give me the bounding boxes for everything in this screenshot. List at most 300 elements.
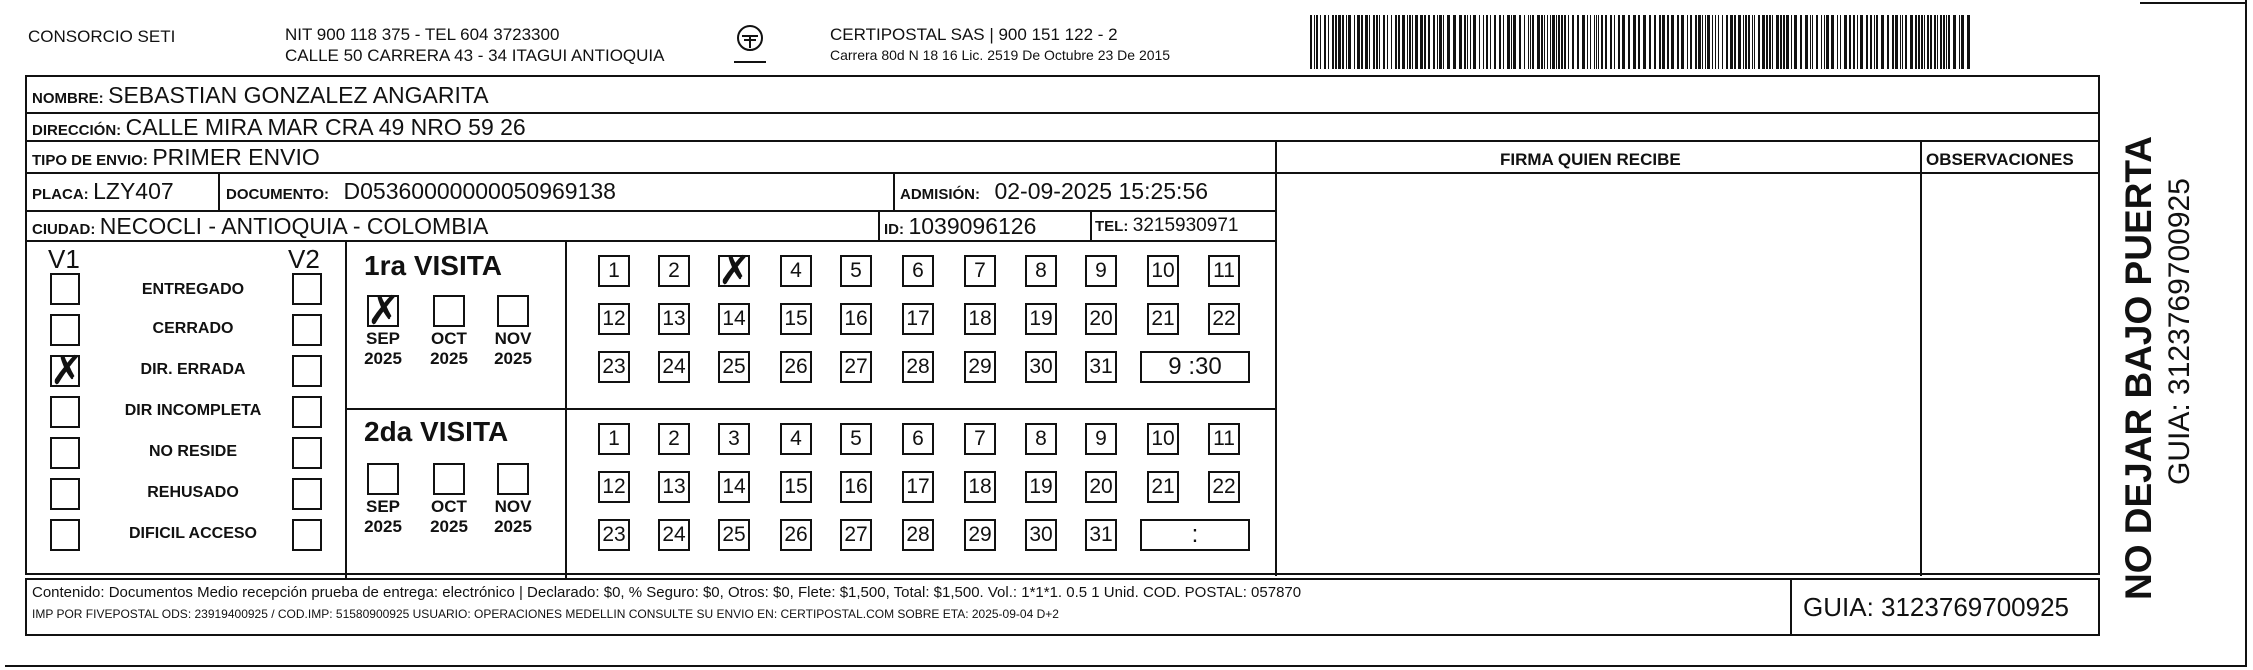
barcode-bar bbox=[1447, 15, 1450, 69]
day-box-30[interactable]: 30 bbox=[1025, 351, 1057, 383]
barcode-bar bbox=[1870, 15, 1872, 69]
barcode-bar bbox=[1959, 15, 1960, 69]
barcode-bar bbox=[1513, 15, 1516, 69]
documento-value: D05360000000050969138 bbox=[343, 178, 616, 204]
v1-checkbox-5[interactable] bbox=[50, 478, 80, 510]
day-box-10[interactable]: 10 bbox=[1147, 255, 1179, 287]
barcode-bar bbox=[1881, 15, 1884, 69]
nombre-label: NOMBRE: bbox=[32, 90, 104, 107]
barcode-bar bbox=[1961, 15, 1964, 69]
day-box-31[interactable]: 31 bbox=[1085, 519, 1117, 551]
barcode-bar bbox=[1346, 15, 1347, 69]
barcode-bar bbox=[1769, 15, 1771, 69]
barcode-bar bbox=[1552, 15, 1555, 69]
day-box-6[interactable]: 6 bbox=[902, 255, 934, 287]
visit1-title: 1ra VISITA bbox=[364, 250, 502, 281]
direccion-row bbox=[32, 114, 526, 141]
tel-cell bbox=[1095, 215, 1238, 237]
barcode-bar bbox=[1610, 15, 1612, 69]
barcode-bar bbox=[1772, 15, 1773, 69]
barcode-bar bbox=[1840, 15, 1841, 69]
certipostal-line2: Carrera 80d N 18 16 Lic. 2519 De Octubre 23 De 2015 bbox=[830, 47, 1171, 63]
day-box-29[interactable]: 29 bbox=[964, 351, 996, 383]
barcode-bar bbox=[1437, 15, 1438, 69]
barcode-bar bbox=[1915, 15, 1917, 69]
v2-checkbox-4[interactable] bbox=[292, 437, 322, 469]
v1-checkbox-3[interactable] bbox=[50, 396, 80, 428]
barcode-bar bbox=[1590, 15, 1591, 69]
barcode-bar bbox=[1541, 15, 1543, 69]
month-label: SEP bbox=[365, 329, 401, 348]
barcode-bar bbox=[1734, 15, 1736, 69]
barcode-bar bbox=[1582, 15, 1585, 69]
barcode-bar bbox=[1524, 15, 1525, 69]
barcode-bar bbox=[1831, 15, 1834, 69]
barcode-bar bbox=[1905, 15, 1907, 69]
day-box-13[interactable]: 13 bbox=[658, 303, 690, 335]
id-label: ID: bbox=[884, 221, 904, 238]
barcode-bar bbox=[1354, 15, 1355, 69]
day-box-12[interactable]: 12 bbox=[598, 303, 630, 335]
barcode-bar bbox=[1467, 15, 1468, 69]
barcode-bar bbox=[1681, 15, 1684, 69]
barcode-bar bbox=[1649, 15, 1651, 69]
barcode-bar bbox=[1927, 15, 1929, 69]
barcode-bar bbox=[1752, 15, 1753, 69]
nombre-value: SEBASTIAN GONZALEZ ANGARITA bbox=[108, 82, 489, 108]
barcode-bar bbox=[1783, 15, 1785, 69]
day-box-8[interactable]: 8 bbox=[1025, 423, 1057, 455]
v2-checkbox-3[interactable] bbox=[292, 396, 322, 428]
barcode-bar bbox=[1453, 15, 1456, 69]
barcode-bar bbox=[1844, 15, 1847, 69]
month-label: NOV bbox=[494, 497, 532, 516]
ciudad-cell bbox=[32, 213, 488, 240]
barcode-bar bbox=[1671, 15, 1674, 69]
year-label: 2025 bbox=[430, 349, 468, 368]
barcode-bar bbox=[1490, 15, 1491, 69]
day-box-26[interactable]: 26 bbox=[780, 351, 812, 383]
barcode-bar bbox=[1821, 15, 1822, 69]
barcode-bar bbox=[1705, 15, 1706, 69]
barcode-bar bbox=[1314, 15, 1315, 69]
day-box-23[interactable]: 23 bbox=[598, 519, 630, 551]
day-box-17[interactable]: 17 bbox=[902, 303, 934, 335]
day-box-7[interactable]: 7 bbox=[964, 423, 996, 455]
barcode-bar bbox=[1776, 15, 1779, 69]
v1-checkbox-6[interactable] bbox=[50, 519, 80, 551]
barcode-bar bbox=[1402, 15, 1405, 69]
barcode-bar bbox=[1412, 15, 1413, 69]
day-box-30[interactable]: 30 bbox=[1025, 519, 1057, 551]
day-box-14[interactable]: 14 bbox=[718, 303, 750, 335]
barcode-bar bbox=[1556, 15, 1557, 69]
barcode-bar bbox=[1572, 15, 1574, 69]
barcode-bar bbox=[1503, 15, 1504, 69]
barcode-bar bbox=[1849, 15, 1851, 69]
barcode-bar bbox=[1943, 15, 1945, 69]
barcode-bar bbox=[1433, 15, 1435, 69]
day-box-1[interactable]: 1 bbox=[598, 423, 630, 455]
barcode-bar bbox=[1598, 15, 1599, 69]
barcode-bar bbox=[1494, 15, 1496, 69]
reason-label: ENTREGADO bbox=[141, 281, 245, 298]
barcode-bar bbox=[1816, 15, 1818, 69]
placa-label: PLACA: bbox=[32, 186, 89, 203]
barcode-bar bbox=[1596, 15, 1597, 69]
barcode bbox=[1310, 15, 1980, 69]
barcode-bar bbox=[1320, 15, 1321, 69]
day-box-2[interactable]: 2 bbox=[658, 255, 690, 287]
barcode-bar bbox=[1594, 15, 1595, 69]
v2-checkbox-0[interactable] bbox=[292, 273, 322, 305]
barcode-bar bbox=[1443, 15, 1444, 69]
placa-value: LZY407 bbox=[93, 178, 174, 204]
documento-cell bbox=[226, 178, 616, 205]
day-box-28[interactable]: 28 bbox=[902, 351, 934, 383]
barcode-bar bbox=[1391, 15, 1392, 69]
company-name: CONSORCIO SETI bbox=[28, 27, 176, 46]
day-box-4[interactable]: 4 bbox=[780, 255, 812, 287]
barcode-bar bbox=[1332, 15, 1334, 69]
barcode-bar bbox=[1702, 15, 1703, 69]
side-guia: GUIA: 3123769700925 bbox=[2163, 178, 2196, 485]
barcode-bar bbox=[1937, 15, 1938, 69]
barcode-bar bbox=[1930, 15, 1932, 69]
barcode-bar bbox=[1900, 15, 1901, 69]
month-checkbox-nov[interactable] bbox=[497, 463, 529, 495]
v2-label: V2 bbox=[288, 244, 320, 274]
day-box-4[interactable]: 4 bbox=[780, 423, 812, 455]
day-box-23[interactable]: 23 bbox=[598, 351, 630, 383]
barcode-bar bbox=[1826, 15, 1829, 69]
barcode-bar bbox=[1519, 15, 1521, 69]
barcode-bar bbox=[1707, 15, 1710, 69]
day-box-14[interactable]: 14 bbox=[718, 471, 750, 503]
day-box-2[interactable]: 2 bbox=[658, 423, 690, 455]
tipo-label: TIPO DE ENVIO: bbox=[32, 152, 148, 169]
reason-label: DIFICIL ACCESO bbox=[128, 525, 257, 542]
barcode-bar bbox=[1754, 15, 1755, 69]
day-box-24[interactable]: 24 bbox=[658, 351, 690, 383]
day-box-5[interactable]: 5 bbox=[840, 255, 872, 287]
barcode-bar bbox=[1407, 15, 1408, 69]
barcode-bar bbox=[1633, 15, 1636, 69]
direccion-label: DIRECCIÓN: bbox=[32, 122, 122, 139]
barcode-bar bbox=[1376, 15, 1378, 69]
day-box-27[interactable]: 27 bbox=[840, 351, 872, 383]
barcode-bar bbox=[1762, 15, 1765, 69]
barcode-bar bbox=[1324, 15, 1326, 69]
day-box-20[interactable]: 20 bbox=[1085, 303, 1117, 335]
reason-label: DIR. ERRADA bbox=[140, 361, 246, 378]
barcode-bar bbox=[1948, 15, 1950, 69]
address-line: CALLE 50 CARRERA 43 - 34 ITAGUI ANTIOQUIA bbox=[285, 46, 665, 65]
v1-checkbox-1[interactable] bbox=[50, 314, 80, 346]
reason-label: CERRADO bbox=[152, 320, 234, 337]
reason-label: DIR INCOMPLETA bbox=[124, 402, 262, 419]
barcode-bar bbox=[1857, 15, 1858, 69]
v2-checkbox-1[interactable] bbox=[292, 314, 322, 346]
barcode-bar bbox=[1628, 15, 1630, 69]
barcode-bar bbox=[1638, 15, 1640, 69]
time-box[interactable]: : bbox=[1140, 519, 1250, 551]
day-box-13[interactable]: 13 bbox=[658, 471, 690, 503]
admision-cell bbox=[900, 178, 1208, 205]
tel-value: 3215930971 bbox=[1132, 215, 1239, 236]
barcode-bar bbox=[1428, 15, 1430, 69]
barcode-bar bbox=[1361, 15, 1363, 69]
barcode-bar bbox=[1316, 15, 1318, 69]
footer-imp-line: IMP POR FIVEPOSTAL ODS: 23919400925 / COD.IMP: 51580900925 USUARIO: OPERACIONES MEDELLIN CONSULTE SU ENVIO EN: CERTIPOSTAL.COM SOBRE ETA: 2025-09-04 D+2 bbox=[32, 607, 1059, 621]
barcode-bar bbox=[1794, 15, 1797, 69]
barcode-bar bbox=[1698, 15, 1701, 69]
barcode-bar bbox=[1473, 15, 1476, 69]
barcode-bar bbox=[1310, 15, 1312, 69]
barcode-bar bbox=[1887, 15, 1889, 69]
admision-value: 02-09-2025 15:25:56 bbox=[994, 178, 1209, 204]
reason-label: NO RESIDE bbox=[148, 443, 237, 460]
side-warning: NO DEJAR BAJO PUERTA bbox=[2118, 136, 2159, 600]
day-box-1[interactable]: 1 bbox=[598, 255, 630, 287]
month-checkbox-oct[interactable] bbox=[433, 295, 465, 327]
day-box-8[interactable]: 8 bbox=[1025, 255, 1057, 287]
barcode-bar bbox=[1902, 15, 1903, 69]
tipo-row bbox=[32, 144, 320, 171]
barcode-bar bbox=[1338, 15, 1341, 69]
day-box-25[interactable]: 25 bbox=[718, 519, 750, 551]
barcode-bar bbox=[1528, 15, 1529, 69]
barcode-bar bbox=[1348, 15, 1351, 69]
month-label: SEP bbox=[365, 497, 401, 516]
barcode-bar bbox=[1459, 15, 1462, 69]
reason-label: REHUSADO bbox=[147, 484, 239, 501]
barcode-bar bbox=[1398, 15, 1400, 69]
firma-label: FIRMA QUIEN RECIBE bbox=[1500, 150, 1681, 169]
day-box-9[interactable]: 9 bbox=[1085, 423, 1117, 455]
day-box-3[interactable]: 3 bbox=[718, 423, 750, 455]
id-value: 1039096126 bbox=[908, 213, 1037, 239]
barcode-bar bbox=[1667, 15, 1669, 69]
id-cell bbox=[884, 213, 1036, 240]
footer-contenido: Contenido: Documentos Medio recepción prueba de entrega: electrónico | Declarado: $0, % Seguro: $0, Otros: $0, Flete: $1,500, Total: $1,500. Vol.: 1*1*1. 0.5 1 Unid. COD. POSTAL: 057870 bbox=[32, 584, 1302, 601]
day-box-15[interactable]: 15 bbox=[780, 471, 812, 503]
check-mark-icon: ✗ bbox=[718, 248, 752, 294]
time-box[interactable]: 9 :30 bbox=[1140, 351, 1250, 383]
day-box-29[interactable]: 29 bbox=[964, 519, 996, 551]
barcode-bar bbox=[1420, 15, 1423, 69]
year-label: 2025 bbox=[364, 349, 402, 368]
barcode-bar bbox=[1924, 15, 1925, 69]
day-box-16[interactable]: 16 bbox=[840, 471, 872, 503]
day-box-22[interactable]: 22 bbox=[1208, 471, 1240, 503]
barcode-bar bbox=[1342, 15, 1344, 69]
check-mark-icon: ✗ bbox=[50, 348, 84, 394]
barcode-bar bbox=[1726, 15, 1728, 69]
barcode-bar bbox=[1677, 15, 1679, 69]
day-box-11[interactable]: 11 bbox=[1208, 255, 1240, 287]
day-box-19[interactable]: 19 bbox=[1025, 303, 1057, 335]
barcode-bar bbox=[1587, 15, 1588, 69]
barcode-bar bbox=[1766, 15, 1768, 69]
barcode-bar bbox=[1564, 15, 1566, 69]
barcode-bar bbox=[1934, 15, 1936, 69]
day-box-11[interactable]: 11 bbox=[1208, 423, 1240, 455]
barcode-bar bbox=[1532, 15, 1534, 69]
barcode-bar bbox=[1357, 15, 1360, 69]
day-box-9[interactable]: 9 bbox=[1085, 255, 1117, 287]
day-box-26[interactable]: 26 bbox=[780, 519, 812, 551]
nombre-row bbox=[32, 82, 489, 109]
day-box-31[interactable]: 31 bbox=[1085, 351, 1117, 383]
barcode-bar bbox=[1953, 15, 1956, 69]
day-box-12[interactable]: 12 bbox=[598, 471, 630, 503]
day-box-17[interactable]: 17 bbox=[902, 471, 934, 503]
barcode-bar bbox=[1439, 15, 1442, 69]
barcode-bar bbox=[1895, 15, 1898, 69]
barcode-bar bbox=[1561, 15, 1563, 69]
barcode-bar bbox=[1383, 15, 1385, 69]
day-box-21[interactable]: 21 bbox=[1147, 471, 1179, 503]
barcode-bar bbox=[1687, 15, 1688, 69]
barcode-bar bbox=[1718, 15, 1719, 69]
tipo-value: PRIMER ENVIO bbox=[152, 144, 320, 170]
barcode-bar bbox=[1373, 15, 1375, 69]
day-box-10[interactable]: 10 bbox=[1147, 423, 1179, 455]
barcode-bar bbox=[1715, 15, 1716, 69]
barcode-bar bbox=[1547, 15, 1548, 69]
barcode-bar bbox=[1379, 15, 1380, 69]
day-box-18[interactable]: 18 bbox=[964, 303, 996, 335]
day-box-15[interactable]: 15 bbox=[780, 303, 812, 335]
barcode-bar bbox=[1550, 15, 1551, 69]
nit-line: NIT 900 118 375 - TEL 604 3723300 bbox=[285, 25, 560, 44]
day-box-16[interactable]: 16 bbox=[840, 303, 872, 335]
barcode-bar bbox=[1791, 15, 1792, 69]
barcode-bar bbox=[1780, 15, 1782, 69]
barcode-bar bbox=[1786, 15, 1789, 69]
day-box-5[interactable]: 5 bbox=[840, 423, 872, 455]
day-box-20[interactable]: 20 bbox=[1085, 471, 1117, 503]
barcode-bar bbox=[1860, 15, 1863, 69]
barcode-bar bbox=[1892, 15, 1894, 69]
certipostal-line1: CERTIPOSTAL SAS | 900 151 122 - 2 bbox=[830, 25, 1118, 44]
visit2-title: 2da VISITA bbox=[364, 416, 509, 447]
barcode-bar bbox=[1577, 15, 1579, 69]
barcode-bar bbox=[1544, 15, 1545, 69]
barcode-bar bbox=[1479, 15, 1480, 69]
year-label: 2025 bbox=[364, 517, 402, 536]
barcode-bar bbox=[1568, 15, 1569, 69]
day-box-6[interactable]: 6 bbox=[902, 423, 934, 455]
barcode-bar bbox=[1530, 15, 1531, 69]
footer-guia: GUIA: 3123769700925 bbox=[1803, 592, 2069, 622]
month-label: OCT bbox=[431, 329, 467, 348]
barcode-bar bbox=[1743, 15, 1744, 69]
barcode-bar bbox=[1328, 15, 1329, 69]
month-checkbox-nov[interactable] bbox=[497, 295, 529, 327]
barcode-bar bbox=[1758, 15, 1760, 69]
day-box-27[interactable]: 27 bbox=[840, 519, 872, 551]
month-checkbox-sep[interactable] bbox=[367, 463, 399, 495]
barcode-bar bbox=[1614, 15, 1615, 69]
barcode-bar bbox=[1967, 15, 1970, 69]
v2-checkbox-5[interactable] bbox=[292, 478, 322, 510]
barcode-bar bbox=[1800, 15, 1802, 69]
day-box-22[interactable]: 22 bbox=[1208, 303, 1240, 335]
day-box-19[interactable]: 19 bbox=[1025, 471, 1057, 503]
barcode-bar bbox=[1824, 15, 1825, 69]
barcode-bar bbox=[1486, 15, 1488, 69]
barcode-bar bbox=[1921, 15, 1923, 69]
day-box-18[interactable]: 18 bbox=[964, 471, 996, 503]
barcode-bar bbox=[1387, 15, 1388, 69]
barcode-bar bbox=[1424, 15, 1426, 69]
documento-label: DOCUMENTO: bbox=[226, 186, 330, 203]
barcode-bar bbox=[1874, 15, 1875, 69]
day-box-24[interactable]: 24 bbox=[658, 519, 690, 551]
v2-checkbox-6[interactable] bbox=[292, 519, 322, 551]
day-box-21[interactable]: 21 bbox=[1147, 303, 1179, 335]
barcode-bar bbox=[1395, 15, 1397, 69]
barcode-bar bbox=[1605, 15, 1607, 69]
barcode-bar bbox=[1940, 15, 1942, 69]
barcode-bar bbox=[1866, 15, 1868, 69]
barcode-bar bbox=[1654, 15, 1656, 69]
barcode-bar bbox=[1946, 15, 1947, 69]
direccion-value: CALLE MIRA MAR CRA 49 NRO 59 26 bbox=[125, 114, 526, 140]
admision-label: ADMISIÓN: bbox=[900, 186, 980, 203]
barcode-bar bbox=[1409, 15, 1411, 69]
day-box-7[interactable]: 7 bbox=[964, 255, 996, 287]
barcode-bar bbox=[1853, 15, 1855, 69]
month-checkbox-oct[interactable] bbox=[433, 463, 465, 495]
barcode-bar bbox=[1659, 15, 1661, 69]
day-box-25[interactable]: 25 bbox=[718, 351, 750, 383]
barcode-bar bbox=[1558, 15, 1560, 69]
barcode-bar bbox=[1601, 15, 1603, 69]
barcode-bar bbox=[1748, 15, 1750, 69]
barcode-bar bbox=[1335, 15, 1337, 69]
barcode-bar bbox=[1511, 15, 1512, 69]
barcode-bar bbox=[1738, 15, 1741, 69]
placa-cell bbox=[32, 178, 174, 205]
v1-label: V1 bbox=[48, 244, 80, 274]
barcode-bar bbox=[1876, 15, 1878, 69]
barcode-bar bbox=[1910, 15, 1913, 69]
year-label: 2025 bbox=[494, 349, 532, 368]
check-mark-icon: ✗ bbox=[367, 288, 401, 334]
barcode-bar bbox=[1662, 15, 1665, 69]
barcode-bar bbox=[1812, 15, 1813, 69]
barcode-bar bbox=[1643, 15, 1646, 69]
ciudad-value: NECOCLI - ANTIOQUIA - COLOMBIA bbox=[99, 213, 489, 239]
v1-checkbox-0[interactable] bbox=[50, 273, 80, 305]
barcode-bar bbox=[1837, 15, 1838, 69]
barcode-bar bbox=[1369, 15, 1370, 69]
certipostal-logo bbox=[728, 22, 772, 66]
ciudad-label: CIUDAD: bbox=[32, 221, 96, 238]
year-label: 2025 bbox=[430, 517, 468, 536]
barcode-bar bbox=[1470, 15, 1471, 69]
barcode-bar bbox=[1805, 15, 1808, 69]
barcode-bar bbox=[1810, 15, 1811, 69]
barcode-bar bbox=[1415, 15, 1418, 69]
v2-checkbox-2[interactable] bbox=[292, 355, 322, 387]
barcode-bar bbox=[1712, 15, 1713, 69]
day-box-28[interactable]: 28 bbox=[902, 519, 934, 551]
v1-checkbox-4[interactable] bbox=[50, 437, 80, 469]
